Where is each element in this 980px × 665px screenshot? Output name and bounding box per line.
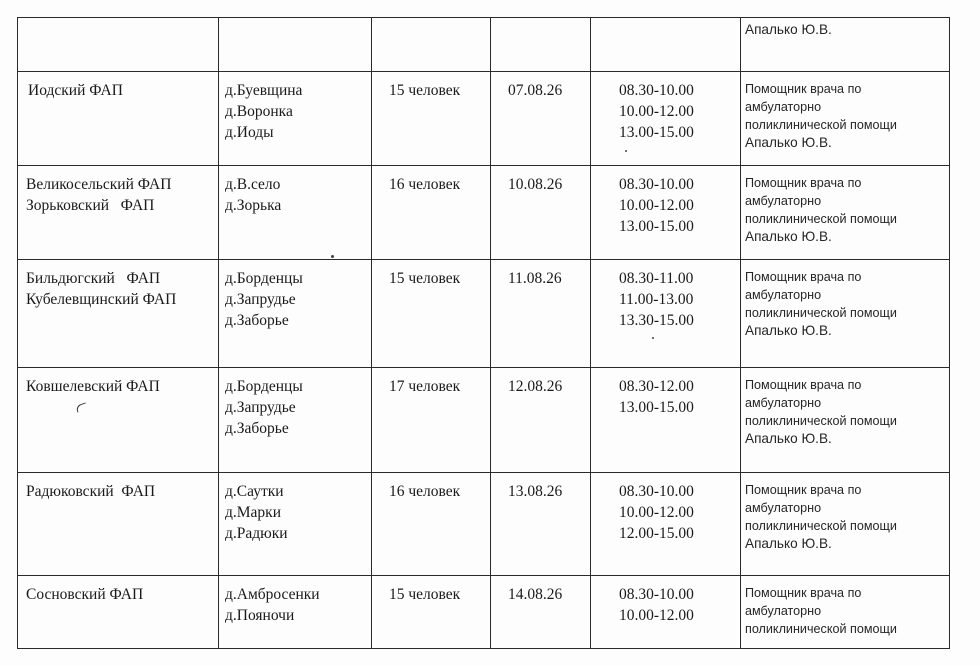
count-cell <box>372 473 491 576</box>
people-count: 15 человек <box>389 270 461 287</box>
responsible-line: поликлинической помощи <box>745 622 897 636</box>
time-slot: 10.00-12.00 <box>619 103 694 120</box>
responsible-line: поликлинической помощи <box>745 212 897 226</box>
visit-date: 13.08.26 <box>508 483 563 500</box>
responsible-line: амбулаторно <box>745 396 822 410</box>
village-name: д.Воронка <box>225 103 293 120</box>
village-name: д.Иоды <box>225 124 274 141</box>
date-cell <box>491 473 591 576</box>
responsible-name: Апалько Ю.В. <box>745 135 832 150</box>
date-cell <box>491 576 591 649</box>
people-count: 15 человек <box>389 82 461 99</box>
village-name: д.Запрудье <box>225 291 296 308</box>
fap-cell <box>18 18 219 72</box>
responsible-line: амбулаторно <box>745 501 822 515</box>
visit-date: 12.08.26 <box>508 378 563 395</box>
responsible-line: амбулаторно <box>745 288 822 302</box>
responsible-cell <box>741 473 950 576</box>
fap-cell <box>18 473 219 576</box>
fap-name: Радюковский ФАП <box>26 483 156 500</box>
date-cell <box>491 260 591 368</box>
fap-cell <box>18 576 219 649</box>
scan-speck <box>331 255 334 258</box>
visit-date: 11.08.26 <box>508 270 562 287</box>
village-name: д.Борденцы <box>225 378 303 395</box>
fap-name: Кубелевщинский ФАП <box>26 291 177 308</box>
scan-speck <box>652 337 654 339</box>
time-cell <box>591 18 741 72</box>
count-cell <box>372 260 491 368</box>
table-row <box>18 260 950 368</box>
people-count: 17 человек <box>389 378 461 395</box>
responsible-cell <box>741 260 950 368</box>
village-name: д.Заборье <box>225 420 289 437</box>
fap-name: Бильдюгский ФАП <box>26 270 161 287</box>
count-cell <box>372 166 491 260</box>
time-slot: 12.00-15.00 <box>619 525 694 542</box>
people-count: 16 человек <box>389 176 461 193</box>
fap-name: Великосельский ФАП <box>26 176 172 193</box>
fap-cell <box>18 260 219 368</box>
time-slot: 08.30-12.00 <box>619 378 694 395</box>
responsible-line: Помощник врача по <box>745 270 862 284</box>
fap-name: Иодский ФАП <box>28 82 123 99</box>
villages-cell <box>219 473 372 576</box>
responsible-cell <box>741 576 950 649</box>
responsible-line: амбулаторно <box>745 194 822 208</box>
table-row <box>18 473 950 576</box>
village-name: д.Радюки <box>225 525 288 542</box>
responsible-line: Помощник врача по <box>745 378 862 392</box>
fap-cell <box>18 166 219 260</box>
time-slot: 08.30-10.00 <box>619 586 694 603</box>
time-slot: 08.30-11.00 <box>619 270 694 287</box>
time-slot: 13.00-15.00 <box>619 124 694 141</box>
date-cell <box>491 166 591 260</box>
village-name: д.Марки <box>225 504 281 521</box>
count-cell <box>372 72 491 166</box>
responsible-cell <box>741 72 950 166</box>
responsible-line: Помощник врача по <box>745 82 862 96</box>
time-slot: 08.30-10.00 <box>619 483 694 500</box>
time-slot: 11.00-13.00 <box>619 291 694 308</box>
responsible-name: Апалько Ю.В. <box>745 323 832 338</box>
people-count: 15 человек <box>389 586 461 603</box>
responsible-line: поликлинической помощи <box>745 519 897 533</box>
time-cell <box>591 166 741 260</box>
date-cell <box>491 72 591 166</box>
time-cell <box>591 260 741 368</box>
village-name: д.Запрудье <box>225 399 296 416</box>
time-slot: 10.00-12.00 <box>619 504 694 521</box>
time-cell <box>591 576 741 649</box>
village-name: д.Саутки <box>225 483 284 500</box>
villages-cell <box>219 260 372 368</box>
fap-name: Сосновский ФАП <box>26 586 144 603</box>
time-slot: 13.30-15.00 <box>619 312 694 329</box>
village-name: д.Зорька <box>225 197 282 214</box>
table-row <box>18 368 950 473</box>
fap-name: Зорьковский ФАП <box>26 197 155 214</box>
date-cell <box>491 18 591 72</box>
count-cell <box>372 18 491 72</box>
table-row <box>18 166 950 260</box>
responsible-cell <box>741 166 950 260</box>
villages-cell <box>219 18 372 72</box>
time-cell <box>591 473 741 576</box>
village-name: д.Заборье <box>225 312 289 329</box>
village-name: д.Буевщина <box>225 82 303 99</box>
time-slot: 08.30-10.00 <box>619 176 694 193</box>
people-count: 16 человек <box>389 483 461 500</box>
responsible-name: Апалько Ю.В. <box>745 431 832 446</box>
count-cell <box>372 368 491 473</box>
responsible-cell <box>741 18 950 72</box>
time-cell <box>591 368 741 473</box>
responsible-line: поликлинической помощи <box>745 306 897 320</box>
responsible-line: Помощник врача по <box>745 586 862 600</box>
visit-date: 07.08.26 <box>508 82 563 99</box>
date-cell <box>491 368 591 473</box>
time-slot: 10.00-12.00 <box>619 197 694 214</box>
fap-cell <box>18 72 219 166</box>
time-slot: 08.30-10.00 <box>619 82 694 99</box>
time-slot: 10.00-12.00 <box>619 607 694 624</box>
time-cell <box>591 72 741 166</box>
visit-date: 14.08.26 <box>508 586 563 603</box>
village-name: д.В.село <box>225 176 281 193</box>
time-slot: 13.00-15.00 <box>619 399 694 416</box>
villages-cell <box>219 368 372 473</box>
count-cell <box>372 576 491 649</box>
table-row-continuation <box>18 18 950 72</box>
time-slot: 13.00-15.00 <box>619 218 694 235</box>
responsible-line: амбулаторно <box>745 604 822 618</box>
responsible-name: Апалько Ю.В. <box>745 22 832 37</box>
responsible-line: поликлинической помощи <box>745 118 897 132</box>
villages-cell <box>219 576 372 649</box>
responsible-line: Помощник врача по <box>745 483 862 497</box>
fap-cell <box>18 368 219 473</box>
responsible-cell <box>741 368 950 473</box>
responsible-name: Апалько Ю.В. <box>745 229 832 244</box>
visit-date: 10.08.26 <box>508 176 563 193</box>
fap-name: Ковшелевский ФАП <box>26 378 160 395</box>
schedule-table <box>17 17 950 649</box>
village-name: д.Амбросенки <box>225 586 320 603</box>
responsible-line: амбулаторно <box>745 100 822 114</box>
villages-cell <box>219 72 372 166</box>
village-name: д.Пояночи <box>225 607 295 624</box>
responsible-line: поликлинической помощи <box>745 414 897 428</box>
table-row <box>18 576 950 649</box>
table-row <box>18 72 950 166</box>
village-name: д.Борденцы <box>225 270 303 287</box>
scan-speck <box>625 150 627 152</box>
villages-cell <box>219 166 372 260</box>
responsible-line: Помощник врача по <box>745 176 862 190</box>
responsible-name: Апалько Ю.В. <box>745 536 832 551</box>
